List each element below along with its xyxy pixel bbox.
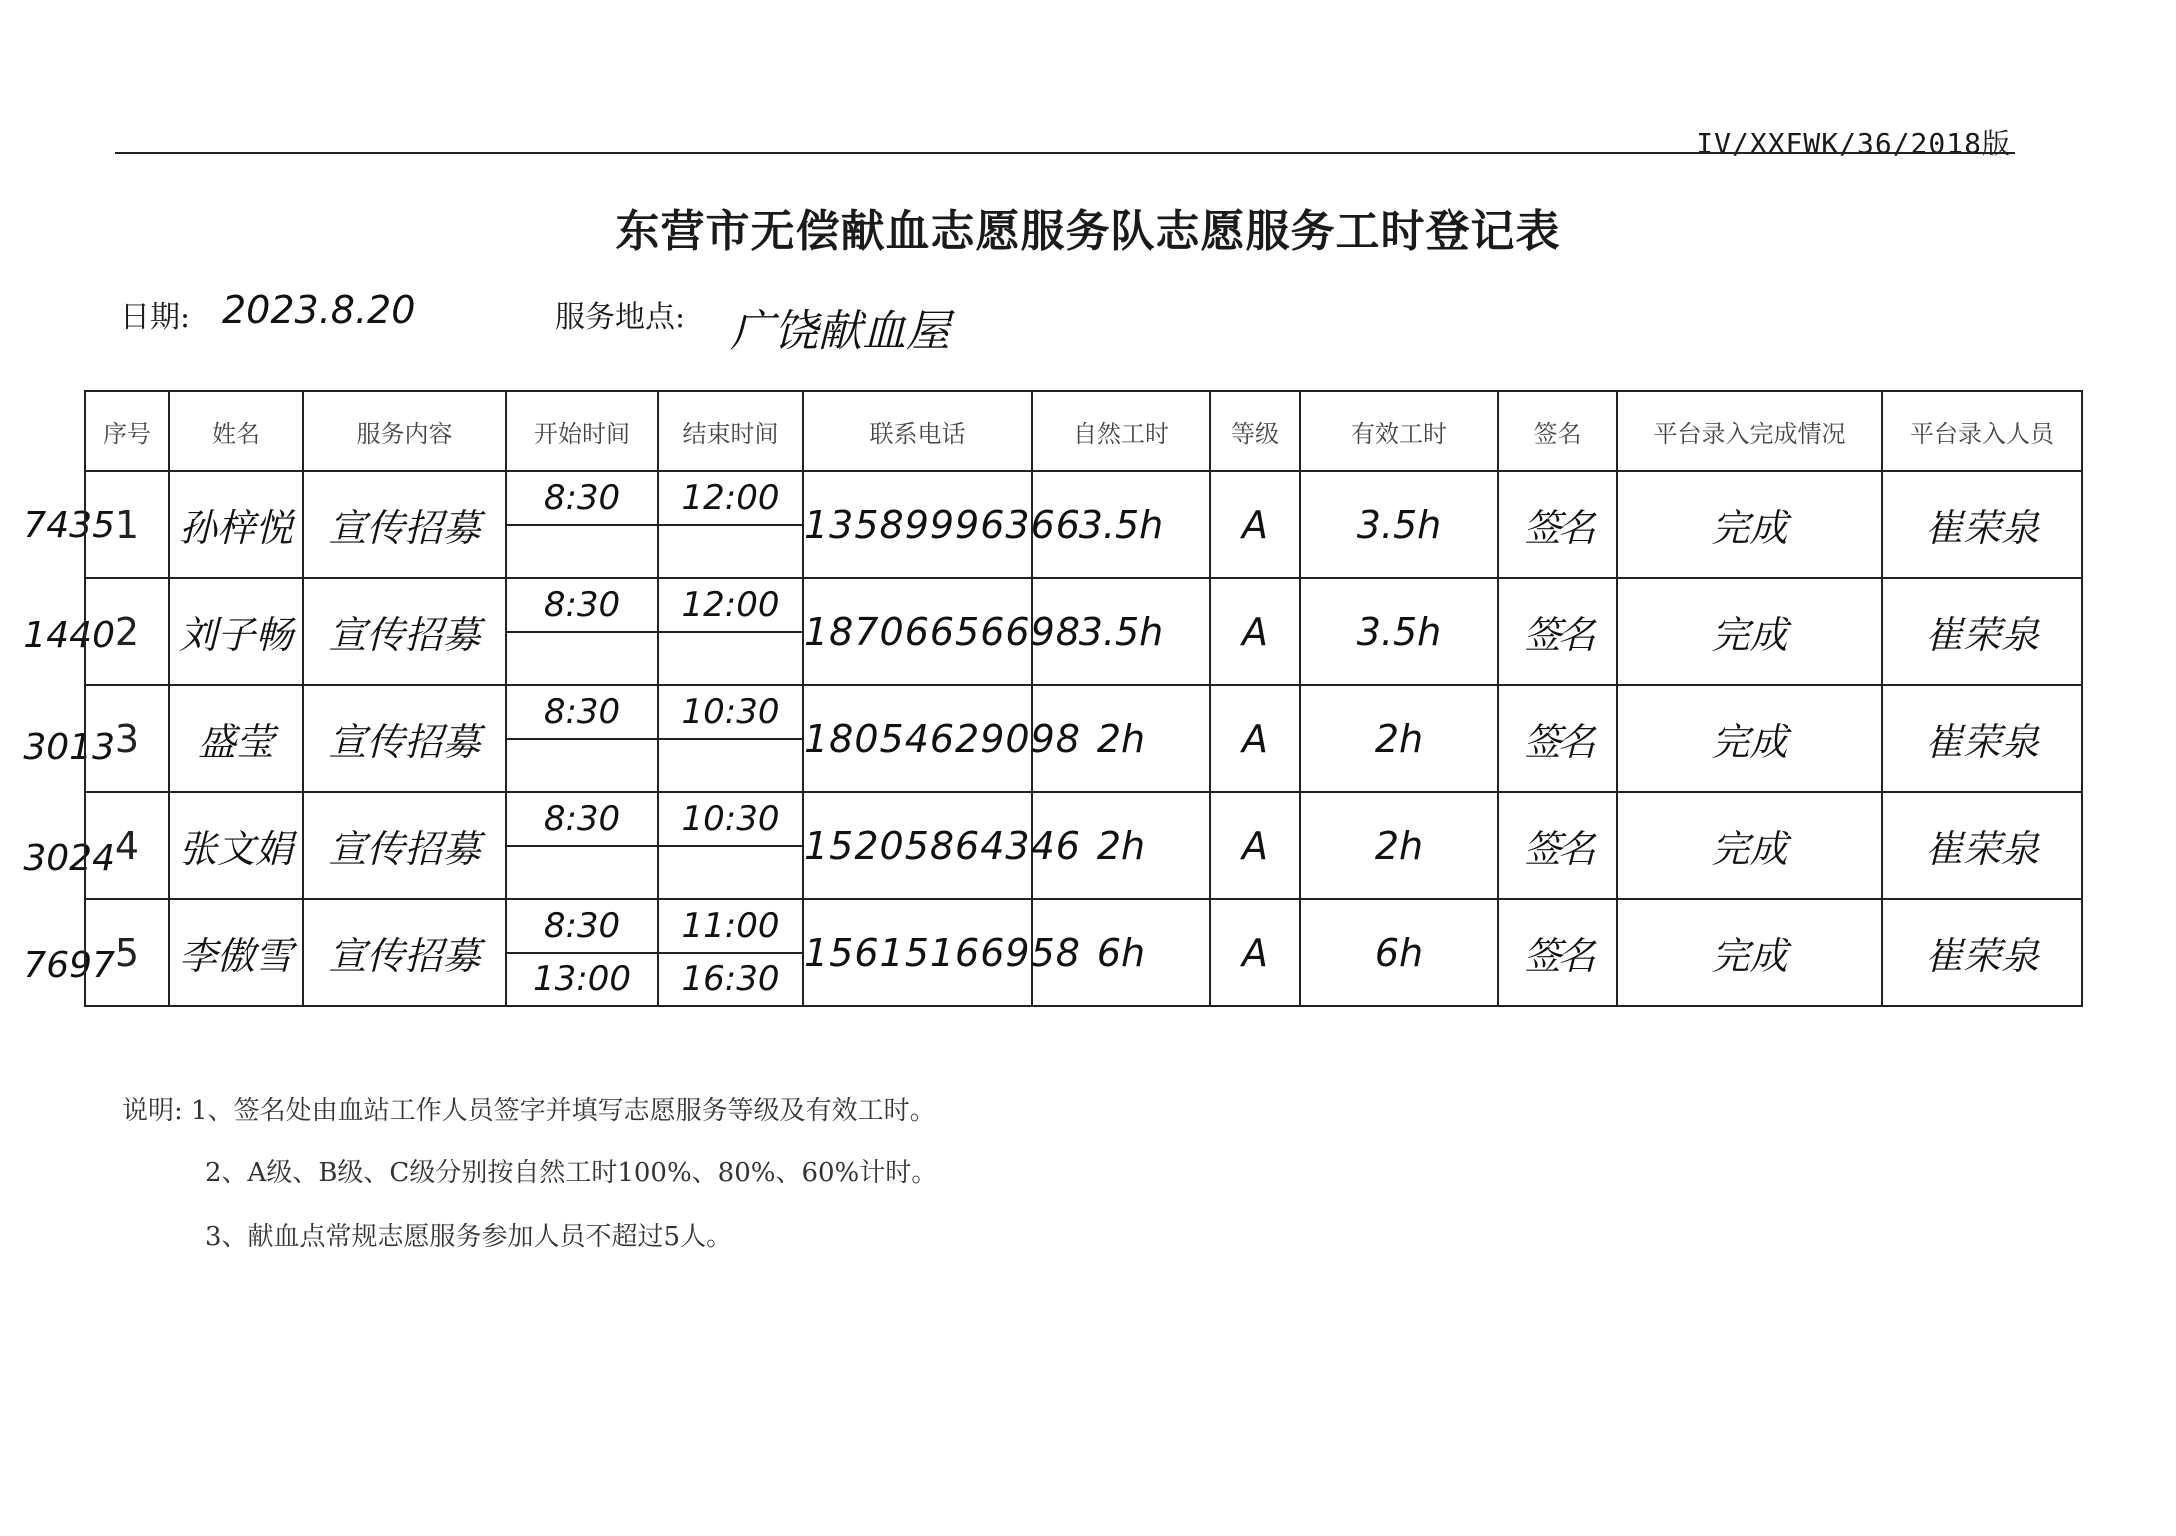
end-time-cell [658,899,803,1006]
recorder-name: 崔荣泉 [1882,792,2082,899]
signature: 签名 [1498,792,1617,899]
service-content: 宣传招募 [303,471,506,578]
phone-number: 18054629098 [803,685,1032,792]
margin-id: 1440 [23,615,115,656]
effective-hours: 2h [1300,685,1498,792]
signature: 签名 [1498,899,1617,1006]
col-header: 等级 [1210,391,1300,471]
start-time [507,526,657,578]
end-time: 12:00 [659,472,802,526]
start-time: 13:00 [533,959,631,1000]
grade: A [1210,578,1300,685]
natural-hours: 3.5h [1032,578,1210,685]
col-header: 服务内容 [303,391,506,471]
end-time-cell [658,471,803,578]
place-label: 服务地点: [555,300,686,335]
end-time: 10:30 [659,686,802,740]
end-time [659,526,802,578]
margin-id: 3024 [23,838,115,879]
start-time-cell [506,685,658,792]
natural-hours: 6h [1032,899,1210,1006]
end-time-cell [658,578,803,685]
table-row [85,471,2082,578]
service-content: 宣传招募 [303,685,506,792]
row-number: 4 [85,792,169,899]
table-header-row [85,391,2082,471]
col-header: 签名 [1498,391,1617,471]
col-header: 姓名 [169,391,303,471]
note-line: 说明: 1、签名处由血站工作人员签字并填写志愿服务等级及有效工时。 [122,1096,936,1126]
effective-hours: 3.5h [1300,578,1498,685]
grade: A [1210,471,1300,578]
end-time-cell [658,792,803,899]
start-time: 8:30 [507,793,657,847]
date-value: 2023.8.20 [222,288,416,332]
effective-hours: 6h [1300,899,1498,1006]
col-header: 平台录入完成情况 [1617,391,1882,471]
entry-status: 完成 [1617,471,1882,578]
service-content: 宣传招募 [303,578,506,685]
start-time: 8:30 [507,900,657,954]
end-time: 12:00 [659,579,802,633]
col-header: 有效工时 [1300,391,1498,471]
grade: A [1210,899,1300,1006]
end-time [659,633,802,685]
start-time [507,633,657,685]
effective-hours: 3.5h [1300,471,1498,578]
natural-hours: 2h [1032,685,1210,792]
effective-hours: 2h [1300,792,1498,899]
phone-number: 18706656698 [803,578,1032,685]
end-time: 16:30 [681,959,780,1000]
row-number: 1 [85,471,169,578]
recorder-name: 崔荣泉 [1882,471,2082,578]
volunteer-name: 盛莹 [169,685,303,792]
note-line: 3、献血点常规志愿服务参加人员不超过5人。 [205,1222,733,1252]
end-time [659,847,802,899]
place-value: 广饶献血屋 [730,306,950,357]
row-number: 2 [85,578,169,685]
recorder-name: 崔荣泉 [1882,685,2082,792]
table-row [85,899,2082,1006]
start-time [507,740,657,792]
col-header: 自然工时 [1032,391,1210,471]
volunteer-name: 刘子畅 [169,578,303,685]
natural-hours: 3.5h [1032,471,1210,578]
col-header: 序号 [85,391,169,471]
table-row [85,792,2082,899]
signature: 签名 [1498,471,1617,578]
entry-status: 完成 [1617,792,1882,899]
table-row [85,685,2082,792]
start-time-cell [506,578,658,685]
form-code: IV/XXFWK/36/2018版 [1696,127,2011,160]
entry-status: 完成 [1617,578,1882,685]
entry-status: 完成 [1617,899,1882,1006]
volunteer-name: 李傲雪 [169,899,303,1006]
margin-id: 7697 [23,945,115,986]
recorder-name: 崔荣泉 [1882,899,2082,1006]
service-content: 宣传招募 [303,792,506,899]
col-header: 结束时间 [658,391,803,471]
margin-id: 7435 [23,505,115,546]
col-header: 平台录入人员 [1882,391,2082,471]
signature: 签名 [1498,578,1617,685]
header-rule [115,152,2015,154]
volunteer-name: 孙梓悦 [169,471,303,578]
phone-number: 13589996366 [803,471,1032,578]
end-time-cell [658,685,803,792]
recorder-name: 崔荣泉 [1882,578,2082,685]
phone-number: 15615166958 [803,899,1032,1006]
start-time: 8:30 [507,579,657,633]
service-content: 宣传招募 [303,899,506,1006]
natural-hours: 2h [1032,792,1210,899]
entry-status: 完成 [1617,685,1882,792]
signature: 签名 [1498,685,1617,792]
end-time: 11:00 [659,900,802,954]
start-time: 8:30 [507,686,657,740]
end-time [659,740,802,792]
volunteer-name: 张文娟 [169,792,303,899]
grade: A [1210,685,1300,792]
grade: A [1210,792,1300,899]
registration-table [84,390,2083,1007]
end-time: 10:30 [659,793,802,847]
col-header: 开始时间 [506,391,658,471]
form-title: 东营市无偿献血志愿服务队志愿服务工时登记表 [615,206,1561,257]
start-time-cell [506,792,658,899]
phone-number: 15205864346 [803,792,1032,899]
margin-id: 3013 [23,727,115,768]
start-time-cell [506,471,658,578]
col-header: 联系电话 [803,391,1032,471]
start-time-cell [506,899,658,1006]
note-line: 2、A级、B级、C级分别按自然工时100%、80%、60%计时。 [205,1158,938,1188]
start-time [507,847,657,899]
start-time: 8:30 [507,472,657,526]
date-label: 日期: [120,300,191,335]
row-number: 3 [85,685,169,792]
table-row [85,578,2082,685]
row-number: 5 [85,899,169,1006]
